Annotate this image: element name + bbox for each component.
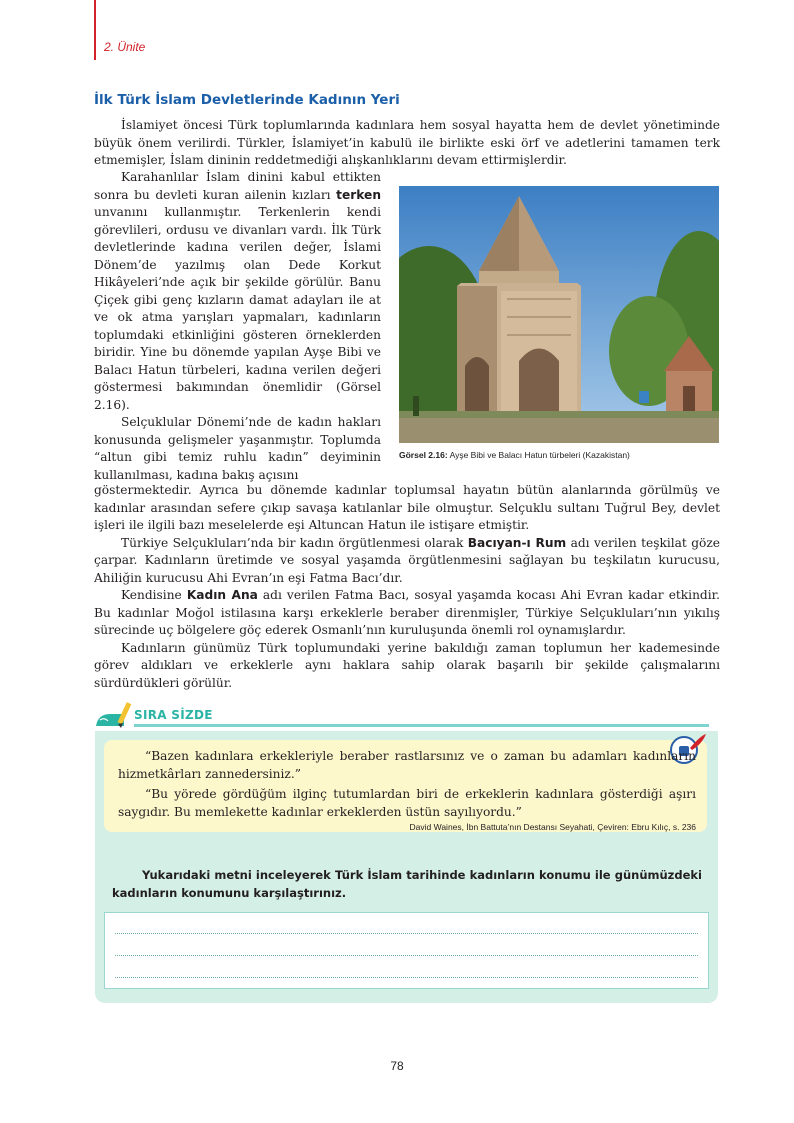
answer-line <box>115 955 698 956</box>
karahanli-paragraph: Karahanlılar İslam dinini kabul ettikten sonra bu devleti kuran ailenin kızları terken unvanını kullanmıştır. Terkenlerin kendi görevlileri, ordusu ve divanları vardı. İlk Türk devletlerinde kadına verilen değer, İslami Dönem’de yazılmış olan Dede Korkut Hikâyeleri’nde açık bir şekilde görülür. Banu Çiçek gibi genç kızların damat adayları ile at ve ok atma yarışları yapmaları, kadınların toplumdaki etkinliğini gösteren örneklerden biridir. Yine bu dönemde yapılan Ayşe Bibi ve Balacı Hatun türbeleri, kadına verilen değeri göstermesi bakımından önemlidir (Görsel 2.16). <box>94 170 381 412</box>
page-number: 78 <box>390 1059 404 1073</box>
unit-marker-line <box>94 0 96 60</box>
intro-paragraph-block <box>94 117 720 170</box>
quote-2: “Bu yörede gördüğüm ilginç tutumlardan biri de erkeklerin kadınlara gösterdiği aşırı saygıdır. Bu memlekette kadınlar erkeklerden üstün sayılıyordu.” <box>118 787 696 819</box>
caption-label: Görsel 2.16: <box>399 450 448 460</box>
term-baciyan-i-rum: Bacıyan-ı Rum <box>467 535 567 550</box>
answer-area[interactable] <box>104 912 709 989</box>
quote-1: “Bazen kadınlara erkekleriyle beraber rastlarsınız ve o zaman bu adamları kadınların hizmetkârları zannedersiniz.” <box>118 749 696 781</box>
main-text-block <box>94 482 720 692</box>
figure-caption <box>399 450 630 460</box>
caption-text: Ayşe Bibi ve Balacı Hatun türbeleri (Kazakistan) <box>447 450 630 460</box>
activity-task: Yukarıdaki metni inceleyerek Türk İslam tarihinde kadınların konumu ile günümüzdeki kadınların konumunu karşılaştırınız. <box>112 868 702 900</box>
answer-line <box>115 977 698 978</box>
pencil-icon <box>94 700 134 730</box>
activity-title: SIRA SİZDE <box>134 708 213 722</box>
selcuklu-paragraph-continued: göstermektedir. Ayrıca bu dönemde kadınlar toplumsal hayatın bütün alanlarında görülmüş ve kadınlar arasından sefere çıkıp savaşa katılanlar bile olmuştur. Selçuklu sultanı Tuğrul Bey, devlet işleri ile ilgili bazı meselelerde eşi Altuncan Hatun ile istişare etmiştir. <box>94 483 720 532</box>
last-paragraph: Kadınların günümüz Türk toplumundaki yerine bakıldığı zaman toplumun her kademesinde görev aldıkları ve erkeklerle aynı haklara sahip olarak başarılı bir şekilde çalışmalarını sürdürdükleri görülür. <box>94 640 720 690</box>
selcuklu-paragraph-start: Selçuklular Dönemi’nde de kadın hakları konusunda gelişmeler yaşanmıştır. Toplumda “altun gibi temiz ruhlu kadın” deyiminin kullanılması, kadına bakış açısını <box>94 415 381 482</box>
term-terken: terken <box>336 187 381 202</box>
quote-source: David Waines, İbn Battuta’nın Destansı Seyahati, Çeviren: Ebru Kılıç, s. 236 <box>409 822 696 832</box>
intro-paragraph: İslamiyet öncesi Türk toplumlarında kadınlara hem sosyal hayatta hem de devlet yönetiminde büyük önem verilirdi. Türkler, İslamiyet’in kabulü ile birlikte eski örf ve adetlerini tamamen terk etmemişler, İslam dininin reddetmediği alışkanlıklarını devam ettirmişlerdir. <box>94 118 720 167</box>
answer-line <box>115 933 698 934</box>
unit-label: 2. Ünite <box>104 40 146 54</box>
activity-title-rule <box>134 724 709 727</box>
term-kadin-ana: Kadın Ana <box>186 588 258 602</box>
baciyan-paragraph: Türkiye Selçukluları’nda bir kadın örgütlenmesi olarak Bacıyan-ı Rum adı verilen teşkilat göze çarpar. Kadınların üretimde ve sosyal yaşamda örgütlenmesini sağlayan bu teşkilatın kurucusu, Ahiliğin kurucusu Ahi Evran’ın eşi Fatma Bacı’dır. <box>94 535 720 585</box>
left-column <box>94 169 381 484</box>
kadin-ana-paragraph: Kendisine Kadın Ana adı verilen Fatma Bacı, sosyal yaşamda kocası Ahi Evran kadar etkindir. Bu kadınlar Moğol istilasına karşı erkeklerle beraber direnmişler, Türkiye Selçukluları’nın yıkılış sürecinde uç bölgelere göç ederek Osmanlı’nın kuruluşunda önemli rol oynamışlardır. <box>94 588 720 637</box>
section-title: İlk Türk İslam Devletlerinde Kadının Yeri <box>94 92 400 108</box>
mausoleum-photo <box>399 186 719 443</box>
